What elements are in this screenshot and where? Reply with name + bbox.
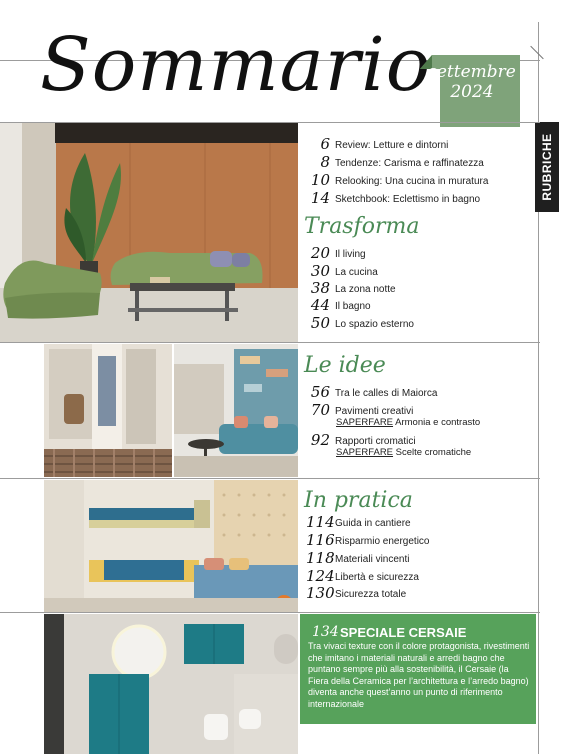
list-item-rubriche-4[interactable] bbox=[306, 191, 480, 207]
page-number: 20 bbox=[310, 244, 330, 262]
photo-living-room bbox=[0, 123, 298, 342]
list-item-pratica-5[interactable] bbox=[306, 586, 406, 602]
divider-4 bbox=[0, 612, 540, 613]
list-item-pratica-2[interactable] bbox=[306, 533, 430, 549]
page-number: 14 bbox=[310, 189, 330, 207]
page-number: 92 bbox=[310, 431, 330, 449]
list-item-trasforma-3[interactable] bbox=[306, 281, 396, 297]
page-number: 8 bbox=[320, 153, 330, 171]
list-item-pratica-3[interactable] bbox=[306, 551, 409, 567]
item-text: Pavimenti creativi bbox=[335, 406, 414, 417]
list-item-pratica-1[interactable] bbox=[306, 515, 411, 531]
item-text: Il living bbox=[335, 249, 366, 260]
side-tab-rubriche bbox=[535, 122, 559, 212]
item-text: Tendenze: Carisma e raffinatezza bbox=[335, 158, 484, 169]
list-item-trasforma-2[interactable] bbox=[306, 264, 378, 280]
page-number: 116 bbox=[306, 531, 335, 549]
page-number: 130 bbox=[306, 584, 335, 602]
item-text: Guida in cantiere bbox=[335, 518, 411, 529]
special-page-number: 134 bbox=[312, 624, 339, 640]
page-number: 118 bbox=[306, 549, 335, 567]
issue-date bbox=[428, 62, 516, 102]
issue-year: 2024 bbox=[450, 82, 494, 102]
sub-text: Scelte cromatiche bbox=[393, 447, 472, 458]
page-number: 70 bbox=[310, 401, 330, 419]
list-item-idee-3-sub bbox=[336, 447, 471, 458]
special-title: SPECIALE CERSAIE bbox=[340, 625, 467, 640]
item-text: Il bagno bbox=[335, 301, 371, 312]
page-number: 50 bbox=[310, 314, 330, 332]
item-text: Risparmio energetico bbox=[335, 536, 430, 547]
page-number: 6 bbox=[320, 135, 330, 153]
item-text: La cucina bbox=[335, 267, 378, 278]
page-number: 56 bbox=[310, 383, 330, 401]
page-title: Sommario bbox=[40, 22, 432, 108]
list-item-rubriche-1[interactable] bbox=[306, 137, 448, 153]
page-number: 10 bbox=[310, 171, 330, 189]
list-item-idee-2-sub bbox=[336, 417, 480, 428]
item-text: Sicurezza totale bbox=[335, 589, 407, 600]
page-number: 44 bbox=[310, 296, 330, 314]
list-item-rubriche-2[interactable] bbox=[306, 155, 484, 171]
item-text: Lo spazio esterno bbox=[335, 319, 414, 330]
section-title-trasforma: Trasforma bbox=[304, 214, 420, 239]
side-tab-label: RUBRICHE bbox=[540, 133, 554, 201]
item-text: Sketchbook: Eclettismo in bagno bbox=[335, 194, 481, 205]
item-text: Tra le calles di Maiorca bbox=[335, 388, 438, 399]
item-text: Relooking: Una cucina in muratura bbox=[335, 176, 489, 187]
section-title-in-pratica: In pratica bbox=[304, 488, 413, 513]
item-text: La zona notte bbox=[335, 284, 396, 295]
list-item-pratica-4[interactable] bbox=[306, 569, 419, 585]
corner-mark bbox=[530, 46, 543, 59]
photo-kids-bedroom bbox=[44, 480, 298, 612]
list-item-trasforma-1[interactable] bbox=[306, 246, 366, 262]
divider-3 bbox=[0, 478, 540, 479]
sub-text: Armonia e contrasto bbox=[393, 417, 481, 428]
page-number: 30 bbox=[310, 262, 330, 280]
list-item-trasforma-5[interactable] bbox=[306, 316, 414, 332]
page-number: 38 bbox=[310, 279, 330, 297]
page-number: 114 bbox=[306, 513, 335, 531]
photo-blue-sofa-living bbox=[174, 344, 298, 477]
issue-month: settembre bbox=[428, 62, 516, 82]
divider-2 bbox=[0, 342, 540, 343]
photo-bathroom bbox=[44, 614, 298, 754]
photo-mallorca-interior bbox=[44, 344, 172, 477]
section-title-le-idee: Le idee bbox=[304, 353, 386, 378]
item-text: Review: Letture e dintorni bbox=[335, 140, 449, 151]
list-item-rubriche-3[interactable] bbox=[306, 173, 488, 189]
brand-saperfare: SAPERFARE bbox=[336, 447, 394, 458]
list-item-trasforma-4[interactable] bbox=[306, 298, 371, 314]
page-number: 124 bbox=[306, 567, 335, 585]
item-text: Rapporti cromatici bbox=[335, 436, 416, 447]
item-text: Materiali vincenti bbox=[335, 554, 410, 565]
special-description: Tra vivaci texture con il colore protagonista, rivestimenti che imitano i materiali naturali e arredi bagno che puntano sempre più alla sostenibilità, il Cersaie (la Fiera della Ceramica per l’architettura e l’arredo bagno) diventa anche quest’anno un punto di riferimento internazionale bbox=[308, 641, 530, 709]
item-text: Libertà e sicurezza bbox=[335, 572, 419, 583]
brand-saperfare: SAPERFARE bbox=[336, 417, 394, 428]
list-item-idee-1[interactable] bbox=[306, 385, 437, 401]
